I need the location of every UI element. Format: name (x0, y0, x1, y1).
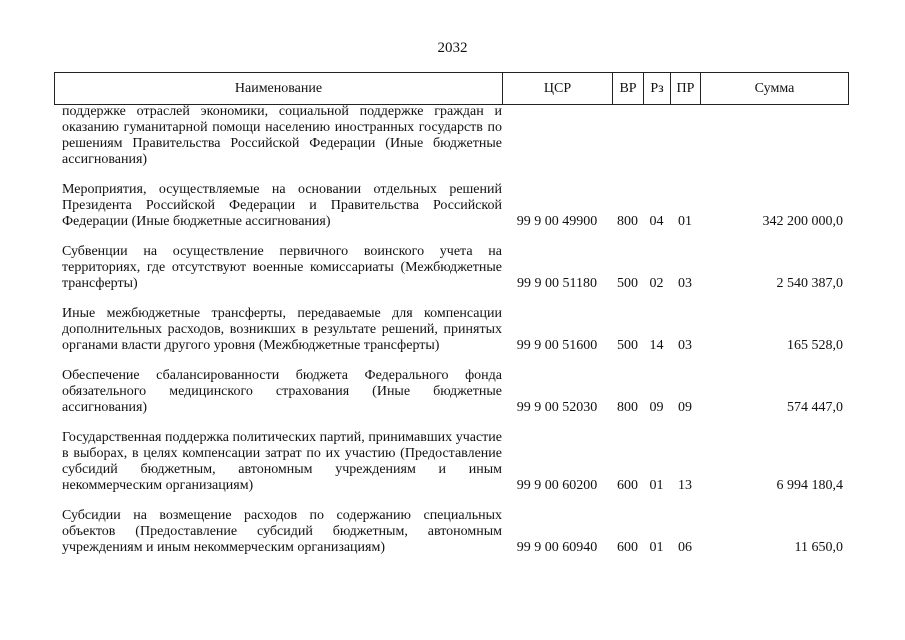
row-pr: 06 (678, 540, 692, 555)
table-row (54, 430, 849, 494)
table-row (54, 368, 849, 416)
row-name: Субвенции на осуществление первичного воинского учета на территориях, где отсутствуют военные комиссариаты (Межбюджетные трансферты) (62, 244, 502, 291)
row-name: Государственная поддержка политических партий, принимавших участие в выборах, в целях компенсации затрат по их участию (Предоставление субсидий бюджетным, автономным учреждениям и иным некоммерческим организациям) (62, 430, 502, 493)
header-pr: ПР (671, 73, 701, 104)
row-pr: 13 (678, 478, 692, 493)
row-rz: 01 (649, 478, 664, 493)
header-rz: Рз (644, 73, 671, 104)
table-row (54, 508, 849, 556)
row-rz: 09 (649, 400, 664, 415)
table-row (54, 182, 849, 230)
row-sum: 6 994 180,4 (776, 478, 843, 493)
header-sum: Сумма (754, 80, 795, 96)
row-vr: 500 (617, 338, 638, 353)
row-csr: 99 9 00 52030 (516, 400, 598, 415)
row-pr: 03 (678, 276, 692, 291)
row-pr: 03 (678, 338, 692, 353)
row-rz: 01 (649, 540, 664, 555)
table-row (54, 244, 849, 292)
row-sum: 165 528,0 (787, 338, 843, 353)
row-name: Иные межбюджетные трансферты, передаваемые для компенсации дополнительных расходов, возникших в результате решений, принятых органами власти другого уровня (Межбюджетные трансферты) (62, 306, 502, 353)
row-sum: 2 540 387,0 (776, 276, 843, 291)
row-pr: 01 (678, 214, 692, 229)
header-name: Наименование (55, 73, 503, 104)
row-rz: 14 (649, 338, 664, 353)
row-name: поддержке отраслей экономики, социальной поддержке граждан и оказанию гуманитарной помощи населению иностранных государств по решениям Правительства Российской Федерации (Иные бюджетные ассигнования) (62, 104, 502, 167)
row-name: Обеспечение сбалансированности бюджета Федерального фонда обязательного медицинского страхования (Иные бюджетные ассигнования) (62, 368, 502, 415)
row-rz: 04 (649, 214, 664, 229)
row-vr: 800 (617, 214, 638, 229)
row-csr: 99 9 00 51600 (516, 338, 598, 353)
table-body (54, 104, 849, 556)
row-rz: 02 (649, 276, 664, 291)
row-csr: 99 9 00 60200 (516, 478, 598, 493)
row-sum: 342 200 000,0 (762, 214, 843, 229)
row-sum: 11 650,0 (794, 540, 843, 555)
header-csr: ЦСР (503, 73, 613, 104)
row-sum: 574 447,0 (787, 400, 843, 415)
page-number: 2032 (437, 40, 468, 56)
table-row (54, 306, 849, 354)
row-vr: 800 (617, 400, 638, 415)
header-vr: ВР (613, 73, 644, 104)
row-name: Субсидии на возмещение расходов по содержанию специальных объектов (Предоставление субсидий бюджетным, автономным учреждениям и иным некоммерческим организациям) (62, 508, 502, 555)
row-csr: 99 9 00 60940 (516, 540, 598, 555)
table-row-continuation (54, 104, 849, 168)
row-pr: 09 (678, 400, 692, 415)
row-vr: 600 (617, 478, 638, 493)
row-vr: 600 (617, 540, 638, 555)
row-csr: 99 9 00 49900 (516, 214, 598, 229)
row-vr: 500 (617, 276, 638, 291)
table-header (54, 72, 849, 105)
row-name: Мероприятия, осуществляемые на основании отдельных решений Президента Российской Федерации и Правительства Российской Федерации (Иные бюджетные ассигнования) (62, 182, 502, 229)
row-csr: 99 9 00 51180 (517, 276, 597, 291)
